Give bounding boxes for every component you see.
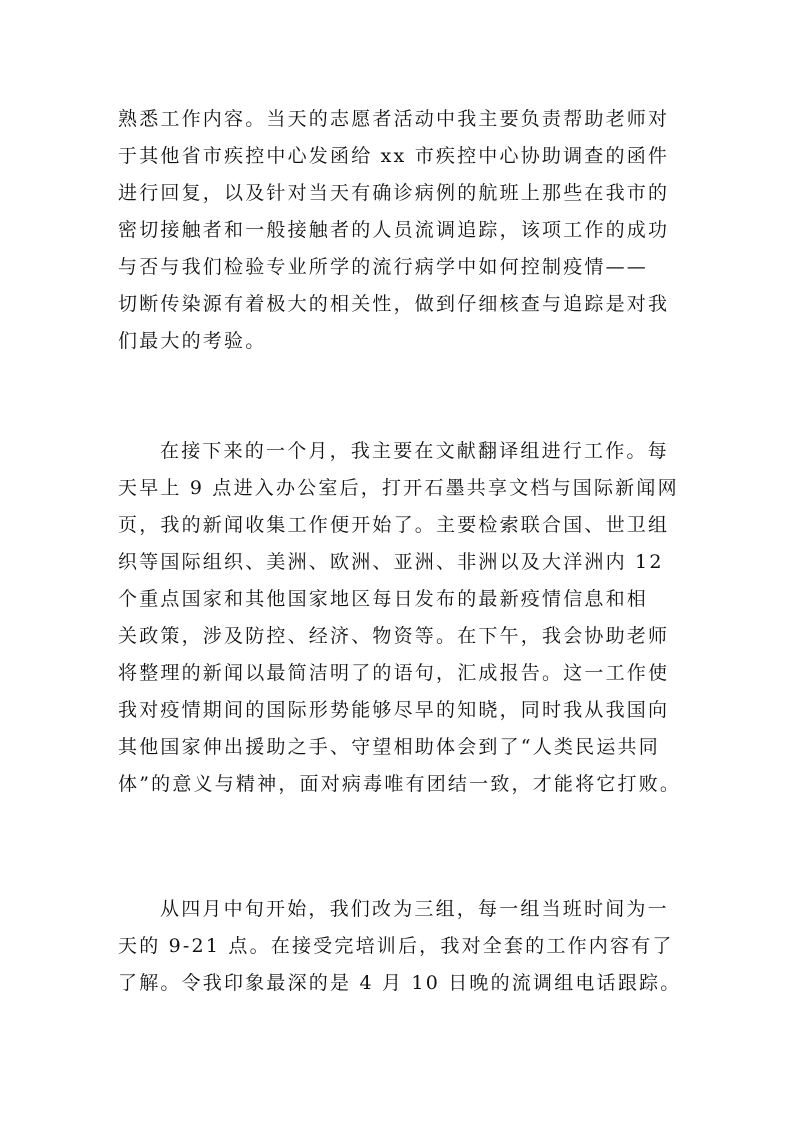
paragraph-2-line-1: 在接下来的一个月，我主要在文献翻译组进行工作。每 xyxy=(160,440,669,462)
paragraph-2-line-9: 其他国家伸出援助之手、守望相助体会到了“人类民运共同 xyxy=(118,736,660,758)
paragraph-3 xyxy=(118,891,682,1002)
paragraph-2-line-5: 个重点国家和其他国家地区每日发布的最新疫情信息和相 xyxy=(118,588,649,610)
paragraph-1-line-5: 与否与我们检验专业所学的流行病学中如何控制疫情—— xyxy=(118,256,649,278)
paragraph-1-line-4: 密切接触者和一般接触者的人员流调追踪，该项工作的成功 xyxy=(118,219,670,241)
paragraph-2-line-3: 页，我的新闻收集工作便开始了。主要检索联合国、世卫组 xyxy=(118,514,670,536)
paragraph-2-line-7: 将整理的新闻以最简洁明了的语句，汇成报告。这一工作使 xyxy=(118,662,670,684)
paragraph-2-line-6: 关政策，涉及防控、经济、物资等。在下午，我会协助老师 xyxy=(118,625,670,647)
paragraph-3-line-2: 天的 9-21 点。在接受完培训后，我对全套的工作内容有了 xyxy=(118,935,674,957)
paragraph-2-line-8: 我对疫情期间的国际形势能够尽早的知晓，同时我从我国向 xyxy=(118,699,670,721)
paragraph-1 xyxy=(118,101,678,360)
paragraph-1-line-1: 熟悉工作内容。当天的志愿者活动中我主要负责帮助老师对 xyxy=(118,108,670,130)
paragraph-3-line-1: 从四月中旬开始，我们改为三组，每一组当班时间为一 xyxy=(160,898,669,920)
paragraph-3-line-3: 了解。令我印象最深的是 4 月 10 日晚的流调组电话跟踪。 xyxy=(118,972,682,994)
paragraph-2-line-2: 天早上 9 点进入办公室后，打开石墨共享文档与国际新闻网 xyxy=(118,477,679,499)
paragraph-2-line-4: 织等国际组织、美洲、欧洲、亚洲、非洲以及大洋洲内 12 xyxy=(118,551,664,573)
paragraph-2-line-10: 体”的意义与精神，面对病毒唯有团结一致，才能将它打败。 xyxy=(118,773,682,795)
paragraph-1-line-3: 进行回复，以及针对当天有确诊病例的航班上那些在我市的 xyxy=(118,182,670,204)
paragraph-1-line-7: 们最大的考验。 xyxy=(118,330,267,352)
paragraph-1-line-6: 切断传染源有着极大的相关性，做到仔细核查与追踪是对我 xyxy=(118,293,670,315)
paragraph-1-line-2: 于其他省市疾控中心发函给 xx 市疾控中心协助调查的函件 xyxy=(118,145,670,167)
paragraph-2 xyxy=(118,433,682,803)
